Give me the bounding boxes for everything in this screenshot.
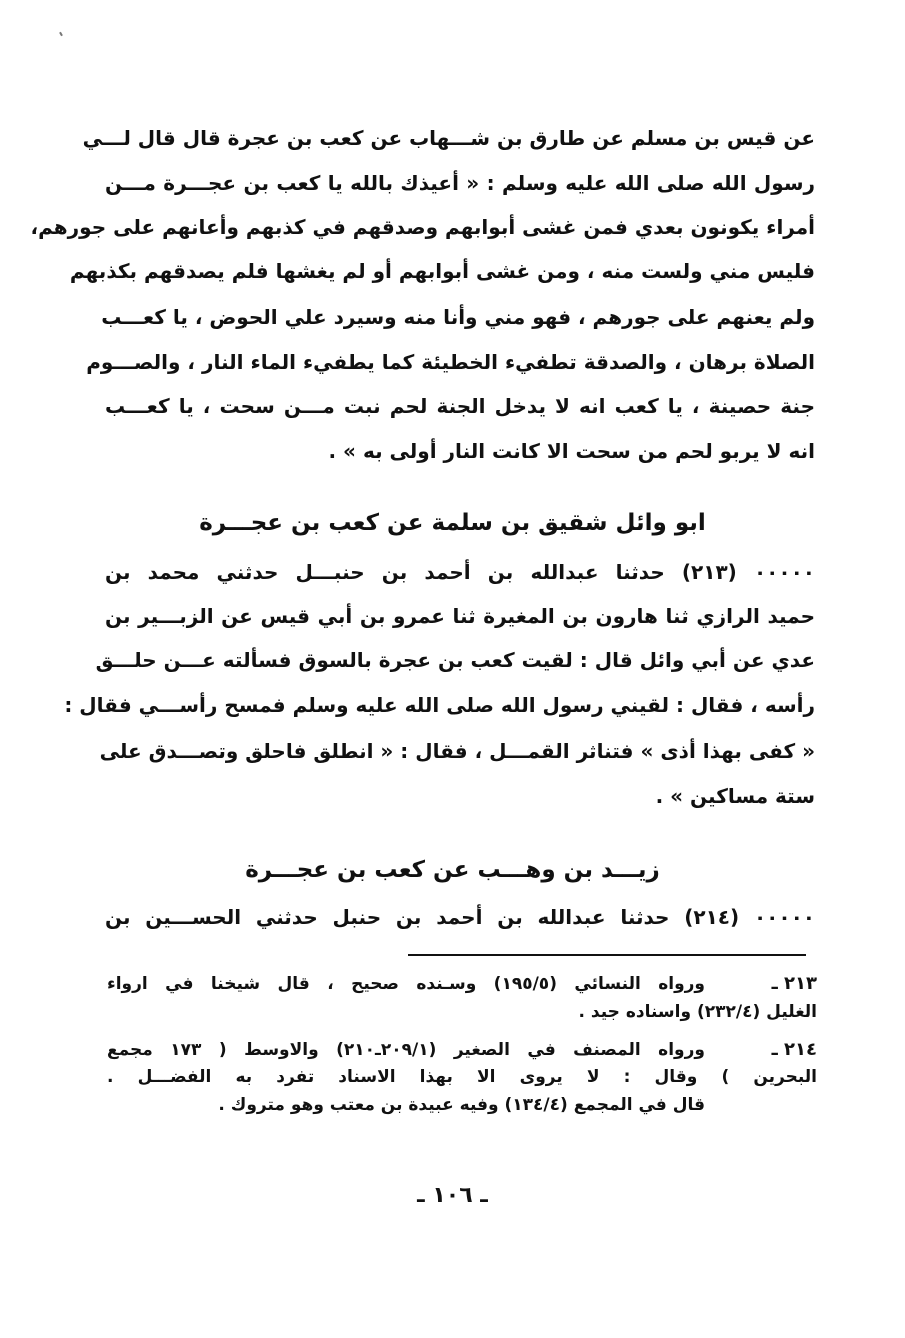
footnote-line: ورواه النسائي (١٩٥/٥) وسـنده صحيح ، قال شيخنا في ارواء	[107, 974, 705, 994]
body-line: ٠٠٠٠٠ (٢١٤) حدثنا عبدالله بن أحمد بن حنبل حدثني الحســـين بن	[105, 905, 815, 929]
scan-speck	[59, 32, 63, 36]
body-line: جنة حصينة ، يا كعب انه لا يدخل الجنة لحم نبت مـــن سحت ، يا كعـــب	[105, 394, 815, 418]
body-line: انه لا يربو لحم من سحت الا كانت النار أولى به » .	[328, 439, 815, 463]
body-line: فليس مني ولست منه ، ومن غشى أبوابهم أو لم يغشها فلم يصدقهم بكذبهم	[69, 259, 815, 283]
body-line: أمراء يكونون بعدي فمن غشى أبوابهم وصدقهم في كذبهم وأعانهم على جورهم،	[30, 215, 815, 239]
body-line: رسول الله صلى الله عليه وسلم : « أعيذك بالله يا كعب بن عجـــرة مـــن	[105, 171, 815, 195]
body-line: عدي عن أبي وائل قال : لقيت كعب بن عجرة بالسوق فسألته عـــن حلـــق	[95, 648, 815, 672]
footnote-line: البحرين ) وقال : لا يروى الا بهذا الاسناد تفرد به الفضـــل .	[107, 1067, 817, 1087]
footnote-number: ٢١٣ ـ	[771, 973, 817, 994]
page-number: ـ ١٠٦ ـ	[417, 1183, 488, 1208]
body-line: حميد الرازي ثنا هارون بن المغيرة ثنا عمرو بن أبي قيس عن الزبـــير بن	[105, 604, 815, 628]
body-line: الصلاة برهان ، والصدقة تطفيء الخطيئة كما يطفيء الماء النار ، والصـــوم	[86, 350, 815, 374]
body-line: رأسه ، فقال : لقيني رسول الله صلى الله عليه وسلم فمسح رأســـي فقال :	[64, 693, 815, 717]
body-line: « كفى بهذا أذى » فتناثر القمـــل ، فقال : « انطلق فاحلق وتصـــدق على	[99, 739, 815, 763]
footnote-number: ٢١٤ ـ	[771, 1039, 817, 1060]
section-heading: ابو وائل شقيق بن سلمة عن كعب بن عجـــرة	[199, 510, 706, 536]
body-line: ٠٠٠٠٠ (٢١٣) حدثنا عبدالله بن أحمد بن حنبـــل حدثني محمد بن	[105, 560, 815, 584]
section-heading: زيـــد بن وهـــب عن كعب بن عجـــرة	[245, 857, 660, 883]
body-line: ولم يعنهم على جورهم ، فهو مني وأنا منه وسيرد علي الحوض ، يا كعـــب	[101, 305, 815, 329]
body-line: عن قيس بن مسلم عن طارق بن شـــهاب عن كعب بن عجرة قال قال لـــي	[82, 126, 815, 150]
footnote-divider	[408, 954, 806, 956]
footnote-line: قال في المجمع (١٣٤/٤) وفيه عبيدة بن معتب وهو متروك .	[218, 1095, 705, 1115]
body-line: ستة مساكين » .	[655, 784, 815, 808]
footnote-line: ورواه المصنف في الصغير (٢٠٩/١ـ٢١٠) والاوسط ( ١٧٣ مجمع	[107, 1040, 705, 1060]
footnote-line: الغليل (٢٣٢/٤) واسناده جيد .	[578, 1002, 817, 1022]
